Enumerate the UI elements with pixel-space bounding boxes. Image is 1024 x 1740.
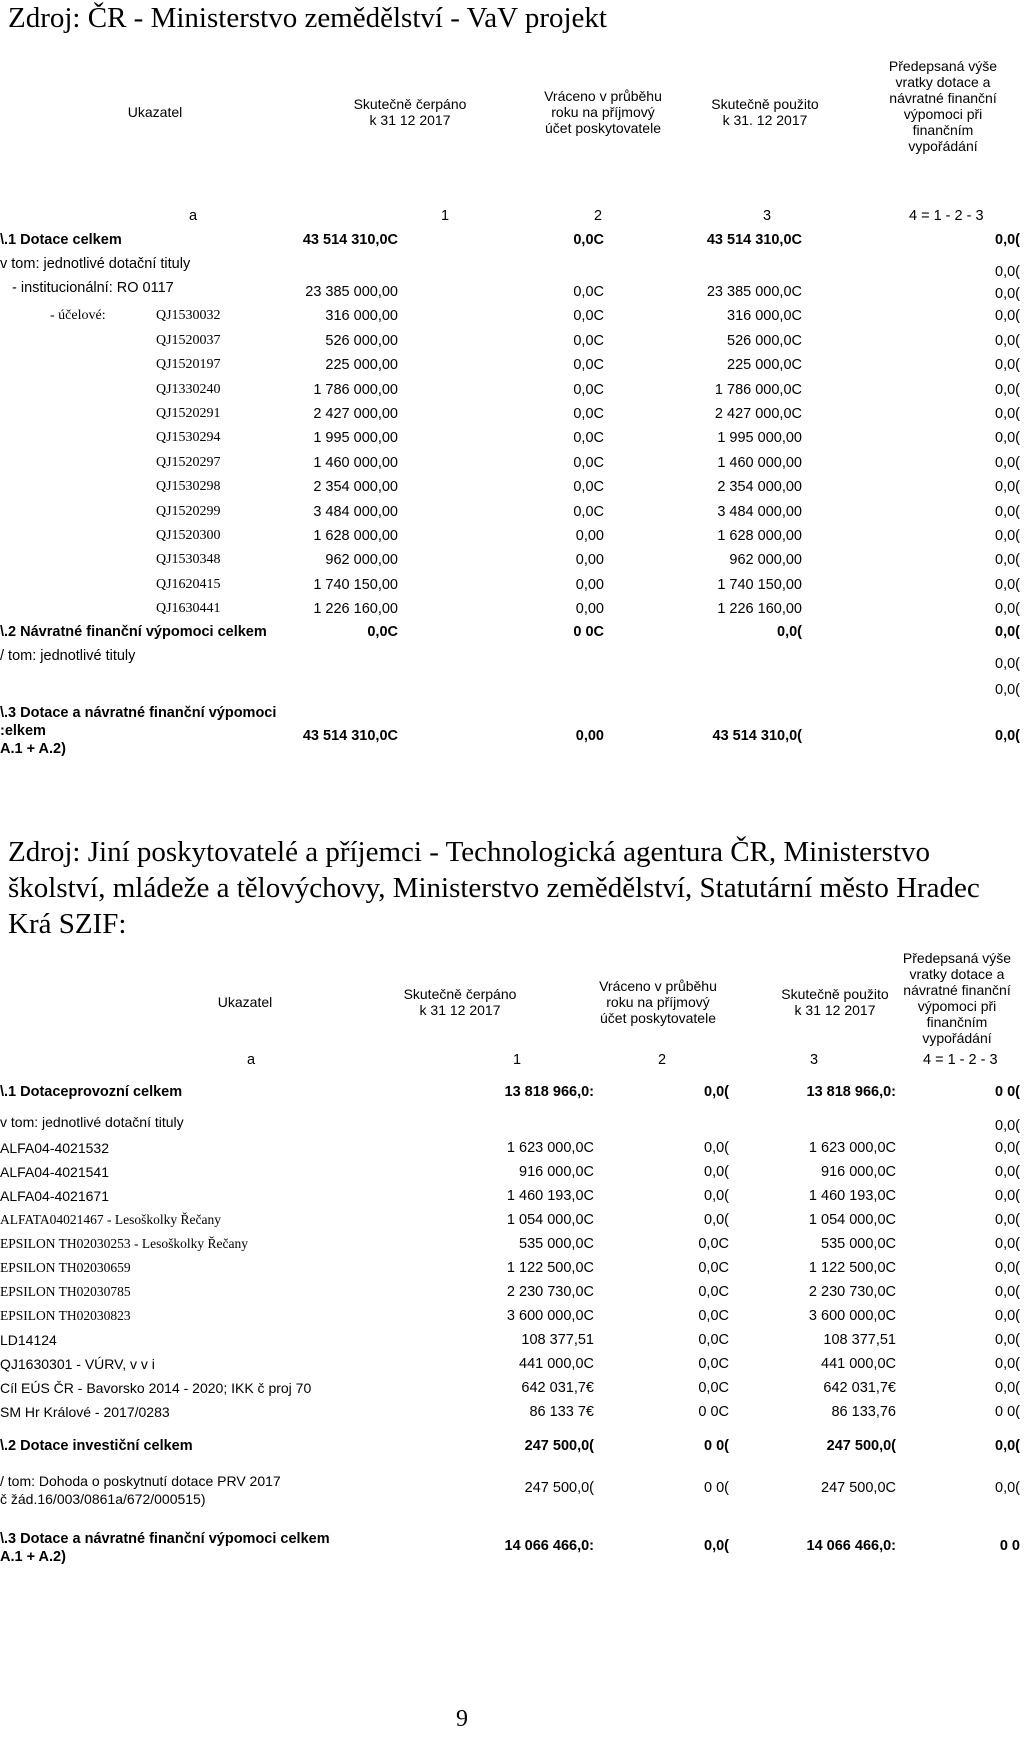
row-code: QJ1620415 bbox=[156, 577, 221, 592]
cell-col4: 0,0( bbox=[995, 601, 1020, 617]
cell-col2: 0,00 bbox=[575, 528, 604, 544]
cell-col3: 225 000,0C bbox=[727, 357, 802, 373]
table-row bbox=[0, 1528, 1024, 1568]
cell-col3: 14 066 466,0: bbox=[806, 1538, 896, 1554]
table-row bbox=[0, 1378, 1024, 1402]
table-row bbox=[0, 1354, 1024, 1378]
cell-col4: 0,0( bbox=[995, 455, 1020, 471]
table-row bbox=[0, 1234, 1024, 1258]
table-row bbox=[0, 404, 1024, 428]
table-row bbox=[0, 1470, 1024, 1510]
row-label: EPSILON TH02030785 bbox=[0, 1284, 131, 1299]
cell-col1: 1 786 000,00 bbox=[313, 382, 398, 398]
table-row bbox=[0, 575, 1024, 599]
table-row bbox=[0, 331, 1024, 355]
table-row bbox=[0, 1112, 1024, 1136]
cell-col4: 0,0( bbox=[995, 1480, 1020, 1496]
cell-col2: 0,0C bbox=[698, 1380, 729, 1396]
row-label: LD14124 bbox=[0, 1332, 57, 1348]
cell-col4: 0 0( bbox=[995, 1084, 1020, 1100]
s1-header-col2: Vráceno v průběhu roku na příjmový účet poskytovatele bbox=[544, 88, 662, 136]
cell-col1: 1 122 500,0C bbox=[506, 1260, 594, 1276]
s1-index-3: 3 bbox=[763, 208, 772, 224]
cell-col2: 0 0( bbox=[704, 1480, 729, 1496]
cell-col4: 0,0( bbox=[995, 504, 1020, 520]
table-row bbox=[0, 306, 1024, 330]
row-code: QJ1520297 bbox=[156, 455, 221, 470]
cell-col4: 0,0( bbox=[995, 1164, 1020, 1180]
cell-col2: 0,0C bbox=[698, 1332, 729, 1348]
row-label: v tom: jednotlivé dotační tituly bbox=[0, 256, 191, 272]
s2-header-col1: Skutečně čerpáno k 31 12 2017 bbox=[403, 986, 517, 1018]
cell-col3: 2 427 000,0C bbox=[714, 406, 802, 422]
cell-col2: 0,0C bbox=[698, 1284, 729, 1300]
cell-col3: 1 740 150,00 bbox=[717, 577, 802, 593]
table-row bbox=[0, 1162, 1024, 1186]
cell-col2: 0 0( bbox=[704, 1438, 729, 1454]
cell-col2: 0,0C bbox=[573, 430, 604, 446]
cell-col4: 0,0( bbox=[995, 333, 1020, 349]
table-row bbox=[0, 1436, 1024, 1460]
cell-col2: 0,0C bbox=[573, 455, 604, 471]
table-row bbox=[0, 502, 1024, 526]
table-row bbox=[0, 453, 1024, 477]
cell-col2: 0,0C bbox=[573, 284, 604, 300]
s1-header-col3: Skutečně použito k 31. 12 2017 bbox=[711, 96, 819, 128]
cell-col3: 247 500,0( bbox=[826, 1438, 896, 1454]
cell-col4: 0,0( bbox=[995, 479, 1020, 495]
cell-col1: 2 354 000,00 bbox=[313, 479, 398, 495]
table-row bbox=[0, 1082, 1024, 1106]
row-code: QJ1530298 bbox=[156, 479, 221, 494]
s1-header-ukazatel: Ukazatel bbox=[127, 104, 183, 120]
row-label: QJ1630301 - VÚRV, v v i bbox=[0, 1356, 155, 1372]
cell-col1: 1 460 000,00 bbox=[313, 455, 398, 471]
cell-col4: 0,0( bbox=[995, 232, 1020, 248]
cell-col1: 3 600 000,0C bbox=[506, 1308, 594, 1324]
row-label: ALFATA04021467 - Lesoškolky Řečany bbox=[0, 1212, 222, 1227]
cell-col2: 0,00 bbox=[575, 601, 604, 617]
cell-col3: 316 000,0C bbox=[727, 308, 802, 324]
cell-col3: 23 385 000,0C bbox=[706, 284, 802, 300]
cell-col2: 0,0C bbox=[698, 1356, 729, 1372]
cell-col2: 0,0C bbox=[573, 333, 604, 349]
row-label: / tom: Dohoda o poskytnutí dotace PRV 2017 č žád.16/003/0861a/672/000515) bbox=[0, 1473, 281, 1507]
cell-col3: 1 460 000,00 bbox=[717, 455, 802, 471]
cell-col4: 0,0( bbox=[995, 308, 1020, 324]
cell-col2: 0,0( bbox=[704, 1212, 729, 1228]
row-label: \.2 Dotace investiční celkem bbox=[0, 1438, 193, 1454]
cell-col3: 1 226 160,00 bbox=[717, 601, 802, 617]
s1-index-2: 2 bbox=[594, 208, 603, 224]
cell-col2: 0,0C bbox=[698, 1260, 729, 1276]
table-row bbox=[0, 428, 1024, 452]
s1-index-a: a bbox=[189, 208, 198, 224]
cell-col1: 0,0C bbox=[367, 624, 398, 640]
cell-col1: 108 377,51 bbox=[521, 1332, 594, 1348]
cell-col4: 0,0( bbox=[995, 624, 1020, 640]
cell-col4: 0,0( bbox=[995, 1308, 1020, 1324]
cell-col3: 916 000,0C bbox=[821, 1164, 896, 1180]
row-label: / tom: jednotlivé tituly bbox=[0, 648, 136, 664]
cell-col3: 108 377,51 bbox=[823, 1332, 896, 1348]
row-label: ALFA04-4021541 bbox=[0, 1164, 109, 1180]
cell-col3: 0,0( bbox=[777, 624, 802, 640]
cell-col1: 1 623 000,0C bbox=[506, 1140, 594, 1156]
cell-col1: 316 000,00 bbox=[325, 308, 398, 324]
table-row bbox=[0, 1282, 1024, 1306]
cell-col4: 0,0( bbox=[995, 382, 1020, 398]
s2-header-ukazatel: Ukazatel bbox=[217, 994, 273, 1010]
cell-col2: 0,0C bbox=[573, 406, 604, 422]
table-row bbox=[0, 1330, 1024, 1354]
row-label: v tom: jednotlivé dotační tituly bbox=[0, 1114, 184, 1130]
cell-col2: 0,0C bbox=[573, 382, 604, 398]
cell-col2: 0 0C bbox=[573, 624, 604, 640]
cell-col1: 1 460 193,0C bbox=[506, 1188, 594, 1204]
row-label: EPSILON TH02030823 bbox=[0, 1308, 131, 1323]
row-label: - institucionální: RO 0117 bbox=[12, 280, 174, 296]
cell-col1: 962 000,00 bbox=[325, 552, 398, 568]
cell-col3: 1 054 000,0C bbox=[808, 1212, 896, 1228]
cell-col2: 0,0( bbox=[704, 1188, 729, 1204]
cell-col1: 1 054 000,0C bbox=[506, 1212, 594, 1228]
s2-index-4: 4 = 1 - 2 - 3 bbox=[923, 1052, 998, 1068]
cell-col3: 1 786 000,0C bbox=[714, 382, 802, 398]
cell-col2: 0,0C bbox=[573, 357, 604, 373]
s1-index-1: 1 bbox=[441, 208, 450, 224]
s2-index-2: 2 bbox=[658, 1052, 667, 1068]
table-row bbox=[0, 550, 1024, 574]
s1-header-col4: Předepsaná výše vratky dotace a návratné finanční výpomoci při finančním vypořádání bbox=[888, 58, 998, 154]
cell-col3: 43 514 310,0( bbox=[712, 728, 802, 744]
table-row bbox=[0, 355, 1024, 379]
cell-col4: 0,0( bbox=[995, 1380, 1020, 1396]
row-code: QJ1520291 bbox=[156, 406, 221, 421]
cell-col4: 0,0( bbox=[995, 1332, 1020, 1348]
cell-col4: 0,0( bbox=[995, 1188, 1020, 1204]
cell-col3: 1 122 500,0C bbox=[808, 1260, 896, 1276]
row-code: QJ1520299 bbox=[156, 504, 221, 519]
row-label: ALFA04-4021532 bbox=[0, 1140, 109, 1156]
cell-col3: 962 000,00 bbox=[729, 552, 802, 568]
cell-col3: 1 623 000,0C bbox=[808, 1140, 896, 1156]
cell-col3: 247 500,0C bbox=[821, 1480, 896, 1496]
cell-col4: 0,0( bbox=[995, 286, 1020, 302]
cell-col2: 0,00 bbox=[575, 552, 604, 568]
cell-col1: 43 514 310,0C bbox=[302, 232, 398, 248]
cell-col4: 0,0( bbox=[995, 1236, 1020, 1252]
cell-col2: 0,0C bbox=[698, 1308, 729, 1324]
cell-col3: 535 000,0C bbox=[821, 1236, 896, 1252]
table-row bbox=[0, 477, 1024, 501]
row-code: QJ1330240 bbox=[156, 382, 221, 397]
cell-col1: 1 628 000,00 bbox=[313, 528, 398, 544]
cell-col4: 0,0( bbox=[995, 357, 1020, 373]
cell-col3: 642 031,7€ bbox=[823, 1380, 896, 1396]
cell-col1: 2 427 000,00 bbox=[313, 406, 398, 422]
cell-col1: 247 500,0( bbox=[524, 1438, 594, 1454]
row-code: QJ1530032 bbox=[156, 308, 221, 323]
cell-col1: 2 230 730,0C bbox=[506, 1284, 594, 1300]
cell-col4: 0,0( bbox=[995, 577, 1020, 593]
row-label: \.1 Dotace celkem bbox=[0, 232, 122, 248]
cell-col3: 1 995 000,00 bbox=[717, 430, 802, 446]
cell-col2: 0,0( bbox=[704, 1140, 729, 1156]
cell-col3: 3 484 000,00 bbox=[717, 504, 802, 520]
cell-col4: 0,0( bbox=[995, 1356, 1020, 1372]
table-row bbox=[0, 380, 1024, 404]
cell-col3: 526 000,0C bbox=[727, 333, 802, 349]
row-label: \.3 Dotace a návratné finanční výpomoci :elkem A.1 + A.2) bbox=[0, 705, 277, 757]
cell-col2: 0,0C bbox=[573, 504, 604, 520]
table-row bbox=[0, 1306, 1024, 1330]
cell-col3: 3 600 000,0C bbox=[808, 1308, 896, 1324]
table-row bbox=[0, 702, 1024, 762]
row-label: - účelové: bbox=[50, 308, 106, 323]
table-row bbox=[0, 1138, 1024, 1162]
s2-index-1: 1 bbox=[513, 1052, 522, 1068]
table-row bbox=[0, 1258, 1024, 1282]
cell-col1: 23 385 000,00 bbox=[305, 284, 398, 300]
s2-index-a: a bbox=[247, 1052, 256, 1068]
section2-heading: Zdroj: Jiní poskytovatelé a příjemci - Technologická agentura ČR, Ministerstvo školství, mládeže a tělovýchovy, Ministerstvo zemědělství, Statutární město Hradec Krá SZIF: bbox=[8, 836, 980, 940]
row-code: QJ1520197 bbox=[156, 357, 221, 372]
row-label: \.3 Dotace a návratné finanční výpomoci celkem A.1 + A.2) bbox=[0, 1531, 330, 1565]
cell-col3: 1 460 193,0C bbox=[808, 1188, 896, 1204]
cell-col2: 0,00 bbox=[575, 728, 604, 744]
table-row bbox=[0, 646, 1024, 670]
cell-col4: 0 0 bbox=[999, 1538, 1020, 1554]
table-row bbox=[0, 230, 1024, 254]
cell-col4: 0,0( bbox=[995, 656, 1020, 672]
cell-col3: 441 000,0C bbox=[821, 1356, 896, 1372]
cell-col1: 535 000,0C bbox=[519, 1236, 594, 1252]
cell-col1: 642 031,7€ bbox=[521, 1380, 594, 1396]
s2-header-col3: Skutečně použito k 31 12 2017 bbox=[781, 986, 889, 1018]
row-code: QJ1530294 bbox=[156, 430, 221, 445]
row-code: QJ1530348 bbox=[156, 552, 221, 567]
cell-col3: 13 818 966,0: bbox=[806, 1084, 896, 1100]
cell-col1: 86 133 7€ bbox=[529, 1404, 594, 1420]
cell-col2: 0,00 bbox=[575, 577, 604, 593]
cell-col3: 1 628 000,00 bbox=[717, 528, 802, 544]
section1-heading: Zdroj: ČR - Ministerstvo zemědělství - VaV projekt bbox=[8, 2, 607, 34]
row-label: EPSILON TH02030659 bbox=[0, 1260, 131, 1275]
table-row bbox=[0, 1210, 1024, 1234]
cell-col3: 2 230 730,0C bbox=[808, 1284, 896, 1300]
table-row bbox=[0, 1186, 1024, 1210]
cell-col4: 0,0( bbox=[995, 682, 1020, 698]
table-row bbox=[0, 622, 1024, 646]
cell-col2: 0,0( bbox=[704, 1164, 729, 1180]
table-row bbox=[0, 680, 1024, 704]
cell-col2: 0,0C bbox=[573, 232, 604, 248]
cell-col2: 0,0C bbox=[698, 1236, 729, 1252]
s1-index-4: 4 = 1 - 2 - 3 bbox=[909, 208, 984, 224]
cell-col3: 2 354 000,00 bbox=[717, 479, 802, 495]
cell-col4: 0,0( bbox=[995, 406, 1020, 422]
row-code: QJ1520037 bbox=[156, 333, 221, 348]
cell-col4: 0,0( bbox=[995, 1118, 1020, 1134]
cell-col4: 0,0( bbox=[995, 1212, 1020, 1228]
table-row bbox=[0, 526, 1024, 550]
s2-header-col2: Vráceno v průběhu roku na příjmový účet poskytovatele bbox=[599, 978, 717, 1026]
table-row bbox=[0, 278, 1024, 302]
row-label: Cíl EÚS ČR - Bavorsko 2014 - 2020; IKK č proj 70 bbox=[0, 1380, 312, 1396]
cell-col1: 1 995 000,00 bbox=[313, 430, 398, 446]
row-label: EPSILON TH02030253 - Lesoškolky Řečany bbox=[0, 1236, 248, 1251]
table-row bbox=[0, 1402, 1024, 1426]
cell-col4: 0,0( bbox=[995, 430, 1020, 446]
cell-col1: 526 000,00 bbox=[325, 333, 398, 349]
s1-header-col1: Skutečně čerpáno k 31 12 2017 bbox=[353, 96, 467, 128]
cell-col4: 0,0( bbox=[995, 1140, 1020, 1156]
cell-col2: 0 0C bbox=[698, 1404, 729, 1420]
s2-header-col4: Předepsaná výše vratky dotace a návratné finanční výpomoci při finančním vypořádání bbox=[902, 950, 1012, 1046]
cell-col2: 0,0( bbox=[704, 1084, 729, 1100]
cell-col4: 0 0( bbox=[995, 1404, 1020, 1420]
cell-col2: 0,0C bbox=[573, 479, 604, 495]
row-label: \.1 Dotaceprovozní celkem bbox=[0, 1084, 183, 1100]
cell-col2: 0,0C bbox=[573, 308, 604, 324]
cell-col1: 225 000,00 bbox=[325, 357, 398, 373]
cell-col4: 0,0( bbox=[995, 264, 1020, 280]
cell-col4: 0,0( bbox=[995, 528, 1020, 544]
row-label: ALFA04-4021671 bbox=[0, 1188, 109, 1204]
page-number: 9 bbox=[456, 1706, 468, 1732]
s2-index-3: 3 bbox=[810, 1052, 819, 1068]
cell-col3: 86 133,76 bbox=[831, 1404, 896, 1420]
row-code: QJ1520300 bbox=[156, 528, 221, 543]
cell-col3: 43 514 310,0C bbox=[706, 232, 802, 248]
cell-col4: 0,0( bbox=[995, 728, 1020, 744]
cell-col1: 247 500,0( bbox=[524, 1480, 594, 1496]
row-label: SM Hr Králové - 2017/0283 bbox=[0, 1404, 170, 1420]
table-row bbox=[0, 254, 1024, 278]
cell-col1: 441 000,0C bbox=[519, 1356, 594, 1372]
cell-col1: 43 514 310,0C bbox=[302, 728, 398, 744]
cell-col1: 1 740 150,00 bbox=[313, 577, 398, 593]
row-label: \.2 Návratné finanční výpomoci celkem bbox=[0, 624, 267, 640]
cell-col1: 916 000,0C bbox=[519, 1164, 594, 1180]
cell-col4: 0,0( bbox=[995, 1284, 1020, 1300]
row-code: QJ1630441 bbox=[156, 601, 221, 616]
cell-col1: 3 484 000,00 bbox=[313, 504, 398, 520]
cell-col2: 0,0( bbox=[704, 1538, 729, 1554]
table-row bbox=[0, 599, 1024, 623]
cell-col4: 0,0( bbox=[995, 1260, 1020, 1276]
cell-col1: 1 226 160,00 bbox=[313, 601, 398, 617]
cell-col4: 0,0( bbox=[995, 1438, 1020, 1454]
cell-col1: 14 066 466,0: bbox=[504, 1538, 594, 1554]
s2-column-index-row bbox=[0, 1050, 1024, 1074]
cell-col4: 0,0( bbox=[995, 552, 1020, 568]
s1-column-index-row bbox=[0, 206, 1024, 230]
cell-col1: 13 818 966,0: bbox=[504, 1084, 594, 1100]
